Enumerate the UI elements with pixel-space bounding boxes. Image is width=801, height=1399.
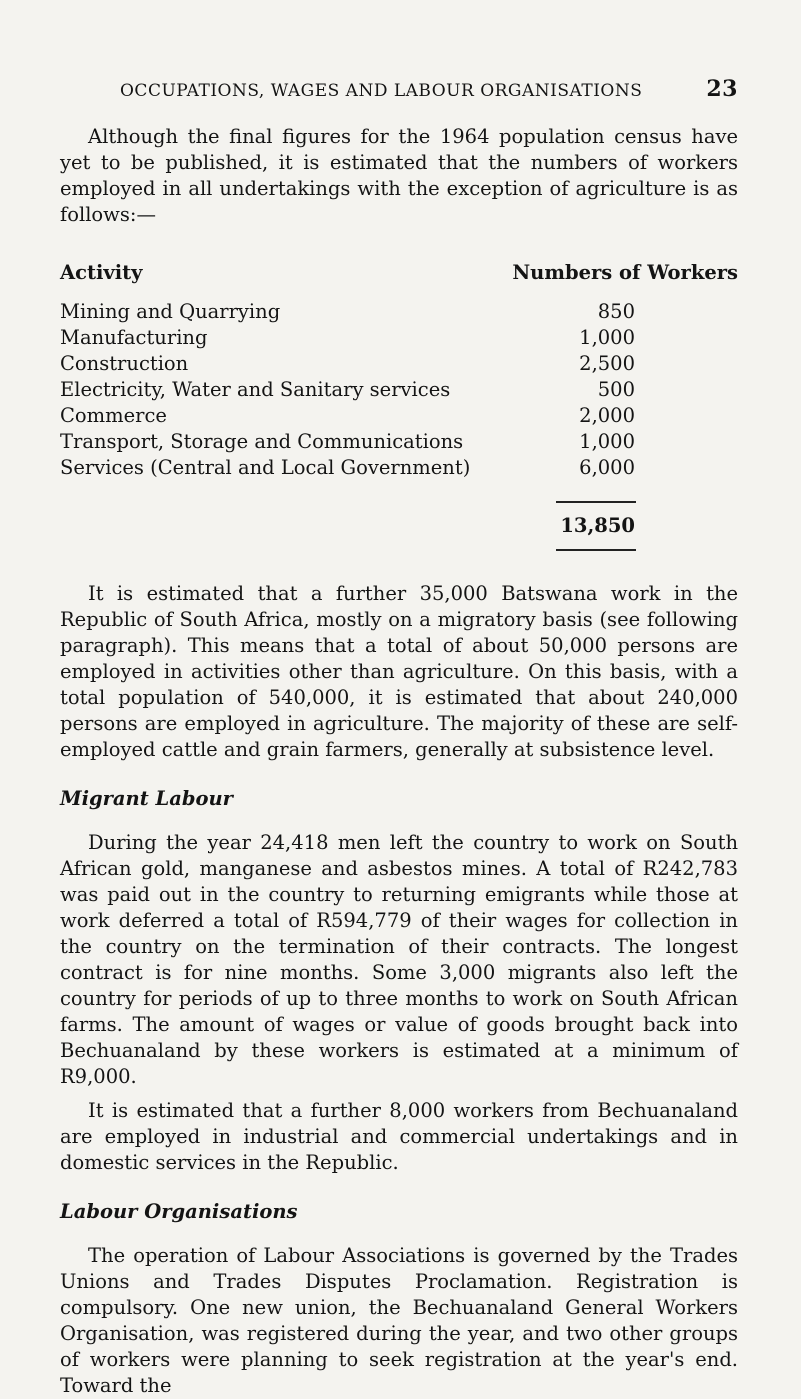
row-number: 2,500 [579,352,635,375]
row-activity: Manufacturing [60,326,208,349]
page-number: 23 [706,76,738,102]
total-rule-bottom [556,549,636,551]
migrant-paragraph-1: During the year 24,418 men left the country to work on South African gold, manganese and asbestos mines. A total of R242,783 was paid out in the country to returning emigrants while those at work deferred a total of R594,779 of their wages for collection in the country on the termination of their contracts. The longest contract is for nine months. Some 3,000 migrants also left the country for periods of up to three months to work on South African farms. The amount of wages or value of goods brought back into Bechuanaland by these workers is estimated at a minimum of R9,000. [60,831,738,1088]
labour-org-paragraph-1: The operation of Labour Associations is governed by the Trades Unions and Trades Disputes Proclamation. Registration is compulsory. One new union, the Bechuanaland General Workers Organisation, was registered during the year, and two other groups of workers were planning to seek registration at the year's end. Toward the [60,1244,738,1397]
column-header-activity: Activity [60,261,143,284]
row-number: 500 [597,378,635,401]
agriculture-paragraph: It is estimated that a further 35,000 Batswana work in the Republic of South Africa, mostly on a migratory basis (see following paragraph). This means that a total of about 50,000 persons are employed in activities other than agriculture. On this basis, with a total population of 540,000, it is estimated that about 240,000 persons are employed in agriculture. The majority of these are self-employed cattle and grain farmers, generally at subsistence level. [60,582,738,761]
row-activity: Services (Central and Local Government) [60,456,471,479]
table-row [60,377,738,403]
row-activity: Commerce [60,404,167,427]
migrant-paragraph-2: It is estimated that a further 8,000 workers from Bechuanaland are employed in industrial and commercial undertakings and in domestic services in the Republic. [60,1099,738,1174]
table-total-row [60,513,738,539]
row-number: 1,000 [579,326,635,349]
table-row [60,429,738,455]
row-number: 850 [597,300,635,323]
workers-table [60,260,738,551]
row-activity: Mining and Quarrying [60,300,281,323]
document-page [60,76,738,1399]
row-number: 1,000 [579,430,635,453]
table-row [60,351,738,377]
running-title: OCCUPATIONS, WAGES AND LABOUR ORGANISATIONS [120,81,643,101]
table-row [60,455,738,481]
total-rule-top [556,501,636,503]
row-number: 6,000 [579,456,635,479]
running-header [60,76,738,102]
table-row [60,403,738,429]
intro-paragraph: Although the final figures for the 1964 population census have yet to be published, it is estimated that the numbers of workers employed in all undertakings with the exception of agriculture is as follows:— [60,125,738,226]
table-row [60,325,738,351]
table-total: 13,850 [560,514,635,537]
row-activity: Electricity, Water and Sanitary services [60,378,451,401]
row-activity: Construction [60,352,189,375]
row-activity: Transport, Storage and Communications [60,430,464,453]
column-header-numbers: Numbers of Workers [512,261,738,284]
section-heading-labour-organisations: Labour Organisations [60,1200,298,1223]
row-number: 2,000 [579,404,635,427]
table-header [60,260,738,286]
section-heading-migrant-labour: Migrant Labour [60,787,233,810]
table-row [60,299,738,325]
